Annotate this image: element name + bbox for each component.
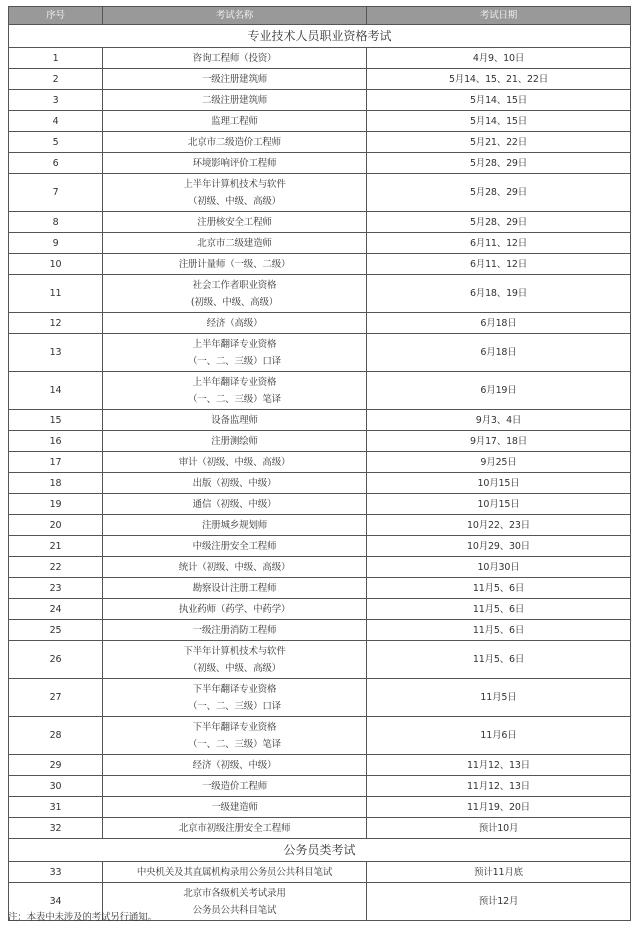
table-row [9,90,631,111]
cell-number: 24 [9,599,103,620]
section-title: 公务员类考试 [9,839,631,862]
cell-number: 2 [9,69,103,90]
cell-number: 10 [9,254,103,275]
footnote: 注：本表中未涉及的考试另行通知。 [8,912,157,923]
table-row [9,233,631,254]
table-row [9,334,631,372]
exam-name-line: （初级、中级、高级） [187,662,281,674]
exam-name-line: 一级注册消防工程师 [192,624,277,636]
cell-exam-date: 5月28、29日 [367,174,631,212]
cell-exam-date: 11月19、20日 [367,797,631,818]
table-row [9,69,631,90]
cell-exam-name [103,410,367,431]
cell-exam-name [103,755,367,776]
cell-exam-name [103,494,367,515]
cell-exam-name [103,132,367,153]
cell-number: 27 [9,679,103,717]
cell-exam-name [103,174,367,212]
table-row [9,862,631,883]
exam-name-line: 注册核安全工程师 [197,216,272,228]
cell-exam-name [103,679,367,717]
cell-number: 6 [9,153,103,174]
cell-number: 25 [9,620,103,641]
cell-exam-name [103,153,367,174]
table-row [9,212,631,233]
table-row [9,797,631,818]
cell-exam-name [103,372,367,410]
cell-exam-date: 11月12、13日 [367,755,631,776]
table-row [9,174,631,212]
cell-number: 33 [9,862,103,883]
cell-exam-name [103,111,367,132]
cell-exam-date: 6月18日 [367,334,631,372]
cell-exam-date: 6月19日 [367,372,631,410]
table-row [9,818,631,839]
cell-number: 14 [9,372,103,410]
exam-name-line: 出版（初级、中级） [192,477,277,489]
exam-name-line: 一级注册建筑师 [201,73,268,85]
table-row [9,132,631,153]
cell-number: 9 [9,233,103,254]
cell-number: 19 [9,494,103,515]
cell-exam-date: 6月11、12日 [367,254,631,275]
table-row [9,111,631,132]
cell-exam-date: 9月25日 [367,452,631,473]
cell-exam-date: 9月3、4日 [367,410,631,431]
cell-number: 15 [9,410,103,431]
cell-exam-name [103,334,367,372]
cell-exam-date: 5月28、29日 [367,212,631,233]
cell-exam-date: 11月5、6日 [367,578,631,599]
header-exam-date: 考试日期 [367,7,631,25]
table-row [9,410,631,431]
cell-exam-name [103,818,367,839]
cell-exam-date: 5月21、22日 [367,132,631,153]
exam-name-line: 经济（初级、中级） [192,759,277,771]
table-row [9,452,631,473]
cell-exam-date: 11月5、6日 [367,599,631,620]
exam-name-line: 北京市初级注册安全工程师 [178,822,291,834]
exam-name-line: 下半年计算机技术与软件 [183,645,286,657]
table-row [9,153,631,174]
cell-exam-date: 5月14、15日 [367,111,631,132]
exam-name-line: 一级造价工程师 [201,780,268,792]
cell-number: 23 [9,578,103,599]
cell-exam-name [103,620,367,641]
cell-exam-date: 5月28、29日 [367,153,631,174]
table-row [9,776,631,797]
cell-exam-date: 10月22、23日 [367,515,631,536]
table-row [9,48,631,69]
cell-number: 21 [9,536,103,557]
cell-exam-name [103,452,367,473]
exam-name-line: 北京市二级造价工程师 [187,136,281,148]
table-body [9,25,631,921]
table-row [9,578,631,599]
cell-exam-name [103,797,367,818]
cell-number: 1 [9,48,103,69]
table-row [9,494,631,515]
cell-number: 11 [9,275,103,313]
table-header-row [9,7,631,25]
exam-name-line: 公务员公共科目笔试 [192,904,277,916]
cell-exam-name [103,599,367,620]
cell-exam-date: 10月30日 [367,557,631,578]
cell-number: 17 [9,452,103,473]
table-row [9,473,631,494]
cell-number: 34 [9,883,103,921]
exam-name-line: 二级注册建筑师 [201,94,268,106]
cell-exam-name [103,557,367,578]
exam-name-line: 咨询工程师（投资） [192,52,277,64]
exam-name-line: （初级、中级、高级） [187,195,281,207]
table-row [9,641,631,679]
cell-exam-date: 11月5、6日 [367,620,631,641]
exam-name-line: 社会工作者职业资格 [192,279,277,291]
exam-name-line: 中央机关及其直属机构录用公务员公共科目笔试 [136,866,333,878]
cell-exam-name [103,776,367,797]
cell-number: 30 [9,776,103,797]
exam-name-line: 上半年翻译专业资格 [192,376,277,388]
cell-number: 7 [9,174,103,212]
exam-name-line: 注册测绘师 [211,435,258,447]
cell-exam-name [103,48,367,69]
cell-exam-name [103,275,367,313]
cell-exam-name [103,313,367,334]
section-title: 专业技术人员职业资格考试 [9,25,631,48]
table-row [9,254,631,275]
cell-exam-name [103,473,367,494]
cell-exam-date: 5月14、15日 [367,90,631,111]
cell-exam-date: 4月9、10日 [367,48,631,69]
exam-name-line: 北京市二级建造师 [197,237,272,249]
table-row [9,275,631,313]
exam-name-line: 一级建造师 [211,801,258,813]
exam-name-line: 上半年计算机技术与软件 [183,178,286,190]
cell-exam-date: 11月5日 [367,679,631,717]
cell-number: 26 [9,641,103,679]
cell-exam-name [103,233,367,254]
table-row [9,431,631,452]
cell-exam-date: 6月18日 [367,313,631,334]
cell-exam-date: 5月14、15、21、22日 [367,69,631,90]
exam-name-line: （一、二、三级）笔译 [187,738,281,750]
cell-exam-date: 6月11、12日 [367,233,631,254]
cell-number: 29 [9,755,103,776]
cell-exam-date: 预计11月底 [367,862,631,883]
cell-exam-date: 11月12、13日 [367,776,631,797]
cell-exam-name [103,578,367,599]
header-exam-name: 考试名称 [103,7,367,25]
cell-number: 5 [9,132,103,153]
cell-number: 32 [9,818,103,839]
exam-name-line: 审计（初级、中级、高级） [178,456,291,468]
exam-schedule-table [8,6,631,921]
cell-number: 8 [9,212,103,233]
table-row [9,557,631,578]
cell-exam-name [103,862,367,883]
exam-name-line: 勘察设计注册工程师 [192,582,277,594]
table-row [9,372,631,410]
cell-number: 28 [9,717,103,755]
exam-name-line: 中级注册安全工程师 [192,540,277,552]
exam-name-line: 设备监理师 [211,414,258,426]
cell-exam-name [103,212,367,233]
section-row [9,25,631,48]
table-row [9,755,631,776]
cell-exam-date: 10月15日 [367,494,631,515]
cell-exam-name [103,69,367,90]
exam-name-line: 注册城乡规划师 [201,519,268,531]
table-row [9,313,631,334]
cell-exam-date: 预计10月 [367,818,631,839]
table-row [9,536,631,557]
cell-number: 22 [9,557,103,578]
exam-name-line: 通信（初级、中级） [192,498,277,510]
cell-number: 31 [9,797,103,818]
cell-exam-date: 9月17、18日 [367,431,631,452]
exam-name-line: 上半年翻译专业资格 [192,338,277,350]
section-row [9,839,631,862]
cell-exam-name [103,515,367,536]
table-row [9,515,631,536]
exam-name-line: 执业药师（药学、中药学） [178,603,291,615]
exam-name-line: 环境影响评价工程师 [192,157,277,169]
exam-name-line: 注册计量师（一级、二级） [178,258,291,270]
exam-name-line: 统计（初级、中级、高级） [178,561,291,573]
cell-exam-name [103,254,367,275]
cell-exam-date: 预计12月 [367,883,631,921]
header-number: 序号 [9,7,103,25]
cell-exam-name [103,536,367,557]
exam-name-line: （一、二、三级）口译 [187,355,281,367]
cell-exam-date: 11月5、6日 [367,641,631,679]
cell-exam-date: 11月6日 [367,717,631,755]
cell-exam-name [103,431,367,452]
cell-exam-name [103,717,367,755]
table-row [9,620,631,641]
table-row [9,717,631,755]
exam-name-line: 下半年翻译专业资格 [192,683,277,695]
table-row [9,679,631,717]
cell-number: 13 [9,334,103,372]
exam-name-line: 下半年翻译专业资格 [192,721,277,733]
exam-name-line: （一、二、三级）笔译 [187,393,281,405]
cell-number: 20 [9,515,103,536]
cell-number: 16 [9,431,103,452]
exam-name-line: 监理工程师 [211,115,258,127]
exam-name-line: （一、二、三级）口译 [187,700,281,712]
cell-number: 4 [9,111,103,132]
cell-exam-date: 6月18、19日 [367,275,631,313]
cell-number: 3 [9,90,103,111]
cell-exam-name [103,641,367,679]
cell-exam-date: 10月15日 [367,473,631,494]
cell-number: 12 [9,313,103,334]
cell-exam-name [103,90,367,111]
exam-name-line: 北京市各级机关考试录用 [183,887,286,899]
exam-name-line: (初级、中级、高级） [190,296,279,308]
cell-number: 18 [9,473,103,494]
exam-name-line: 经济（高级） [206,317,263,329]
table-row [9,599,631,620]
cell-exam-date: 10月29、30日 [367,536,631,557]
